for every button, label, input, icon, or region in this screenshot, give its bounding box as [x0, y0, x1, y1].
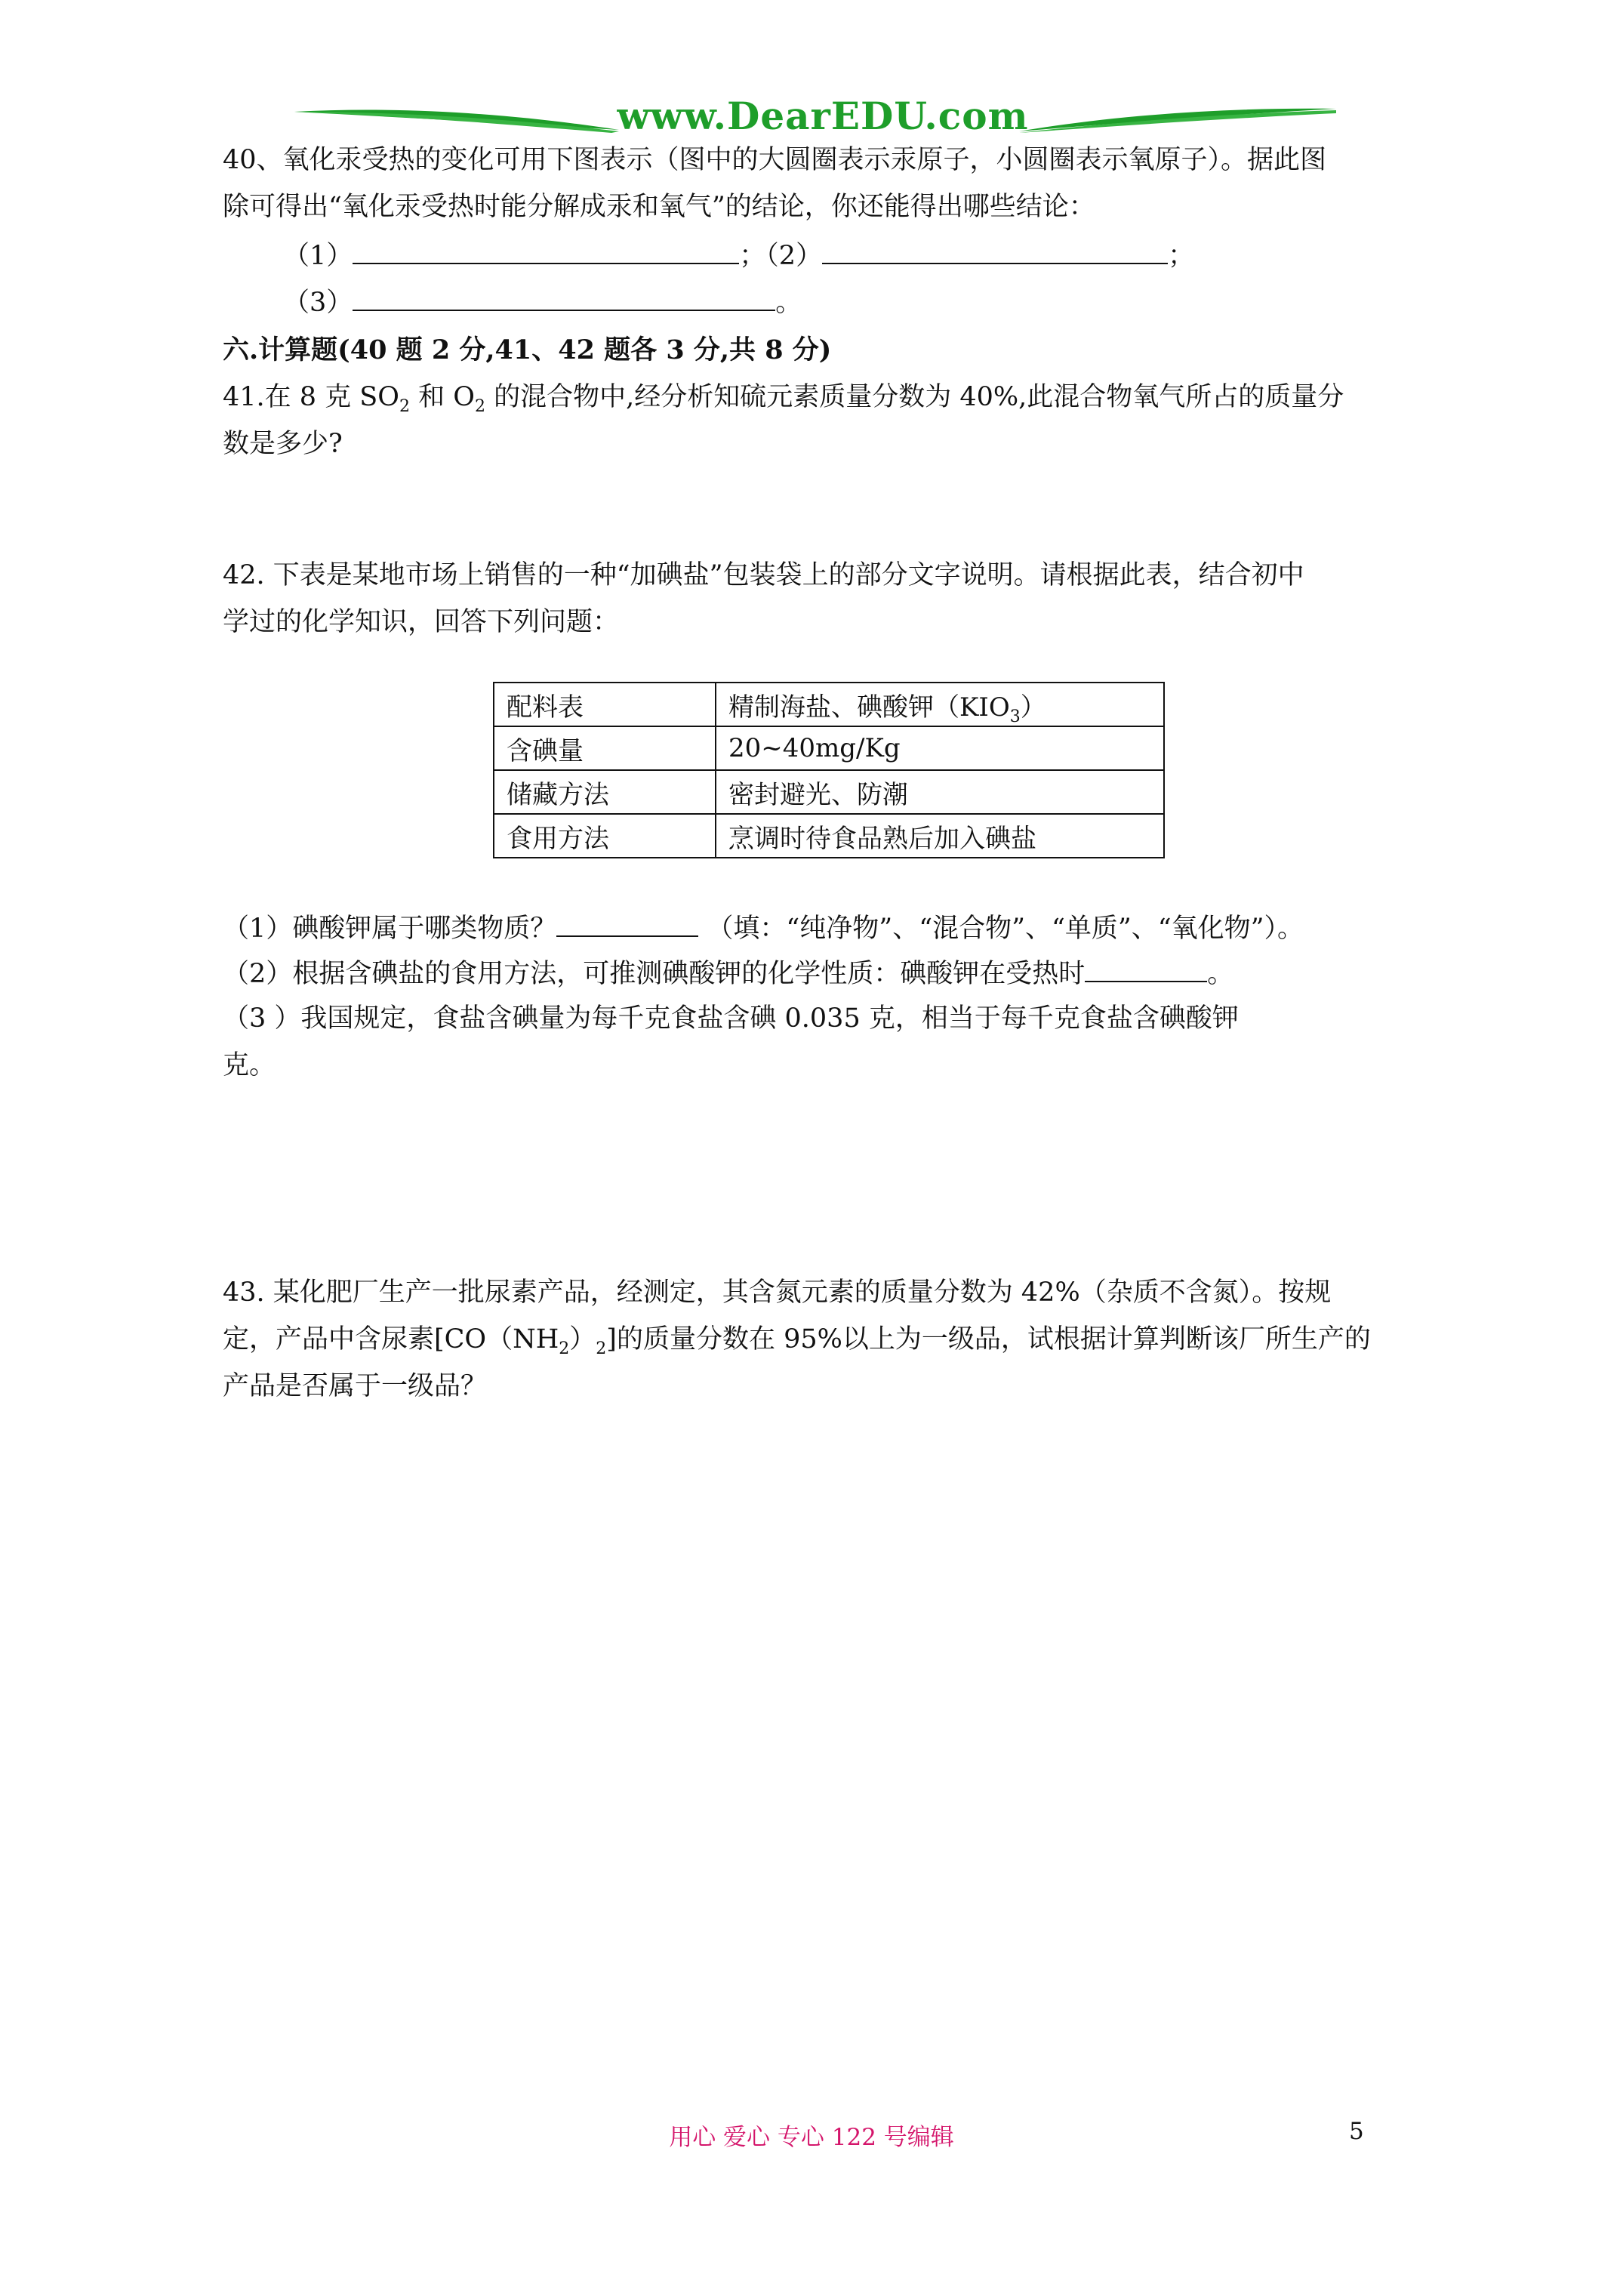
table-key: 含碘量 [494, 726, 716, 770]
q40-line2: 除可得出“氧化汞受热时能分解成汞和氧气”的结论，你还能得出哪些结论： [223, 192, 1095, 222]
table-row [494, 726, 1164, 770]
q41-text-a: 41.在 8 克 SO [223, 382, 399, 412]
q42-sub2 [223, 955, 1233, 991]
table-key: 配料表 [494, 683, 716, 726]
page-number: 5 [1349, 2118, 1364, 2145]
q40-end3: 。 [775, 288, 802, 318]
q43-sub2: 2 [596, 1339, 607, 1358]
q41-text-c: 的混合物中,经分析知硫元素质量分数为 40%,此混合物氧气所占的质量分 [485, 382, 1344, 412]
footer-text: 用心 爱心 专心 122 号编辑 [669, 2124, 954, 2151]
q41-sub-a: 2 [399, 397, 410, 416]
logo-text: www.DearEDU.com [617, 94, 1029, 138]
q40-answer-row1 [283, 237, 1194, 273]
q41-text-b: 和 O [409, 382, 475, 412]
table-key: 储藏方法 [494, 770, 716, 814]
q42-line1: 42. 下表是某地市场上销售的一种“加碘盐”包装袋上的部分文字说明。请根据此表，结合初中 [223, 560, 1304, 590]
q40-answer-row2 [283, 284, 802, 319]
q42-line2: 学过的化学知识，回答下列问题： [223, 607, 620, 637]
q43-sub1: 2 [559, 1339, 570, 1358]
q43-line3: 产品是否属于一级品？ [223, 1371, 488, 1401]
q40-answer2-blank[interactable] [822, 237, 1168, 264]
q42-sub3-line1: （3 ）我国规定，食盐含碘量为每千克食盐含碘 0.035 克，相当于每千克食盐含碘酸钾 [223, 1003, 1239, 1034]
q41-line1 [223, 381, 1344, 414]
q40-answer3-blank[interactable] [353, 284, 775, 311]
table-row [494, 814, 1164, 858]
q43-text-c: ]的质量分数在 95%以上为一级品，试根据计算判断该厂所生产的 [606, 1324, 1371, 1354]
q40-sep2: ； [1168, 241, 1195, 271]
q42-sub1-blank[interactable] [556, 910, 698, 937]
table-row [494, 770, 1164, 814]
q42-sub3-line2: 克。 [223, 1050, 276, 1080]
table-row [494, 683, 1164, 726]
table-value: 烹调时待食品熟后加入碘盐 [716, 814, 1164, 858]
q40-line1: 40、氧化汞受热的变化可用下图表示（图中的大圆圈表示汞原子，小圆圈表示氧原子）。据此图 [223, 145, 1327, 175]
q40-blank3-label: （3） [283, 288, 353, 318]
q43-line2 [223, 1323, 1371, 1356]
q40-answer1-blank[interactable] [353, 237, 739, 264]
q42-sub1-text-a: （1）碘酸钾属于哪类物质？ [223, 914, 557, 944]
q43-text-b: ） [569, 1324, 596, 1354]
q41-sub-b: 2 [474, 397, 485, 416]
table-value: 密封避光、防潮 [716, 770, 1164, 814]
q42-sub2-text-b: 。 [1207, 959, 1234, 989]
q42-sub1 [223, 910, 1304, 945]
header-logo [294, 94, 1336, 143]
q42-sub2-blank[interactable] [1085, 955, 1207, 982]
q40-blank2-label: （2） [765, 241, 823, 271]
table-key: 食用方法 [494, 814, 716, 858]
section-title: 六.计算题(40 题 2 分,41、42 题各 3 分,共 8 分) [223, 334, 832, 365]
q43-line1: 43. 某化肥厂生产一批尿素产品，经测定，其含氮元素的质量分数为 42%（杂质不含氮）。按规 [223, 1277, 1332, 1308]
q40-sep1: ； [739, 241, 766, 271]
table-value: 精制海盐、碘酸钾$(KIO_3)$ [716, 683, 1164, 726]
salt-label-table [493, 682, 1165, 858]
q41-line2: 数是多少? [223, 429, 343, 459]
q42-sub2-text-a: （2）根据含碘盐的食用方法，可推测碘酸钾的化学性质：碘酸钾在受热时 [223, 959, 1086, 989]
q43-text-a: 定，产品中含尿素[CO（NH [223, 1324, 559, 1354]
q40-blank1-label: （1） [283, 241, 353, 271]
q42-sub1-text-b: （填：“纯净物”、“混合物”、“单质”、“氧化物”）。 [698, 914, 1304, 944]
table-value: 20~40mg/Kg [716, 726, 1164, 770]
